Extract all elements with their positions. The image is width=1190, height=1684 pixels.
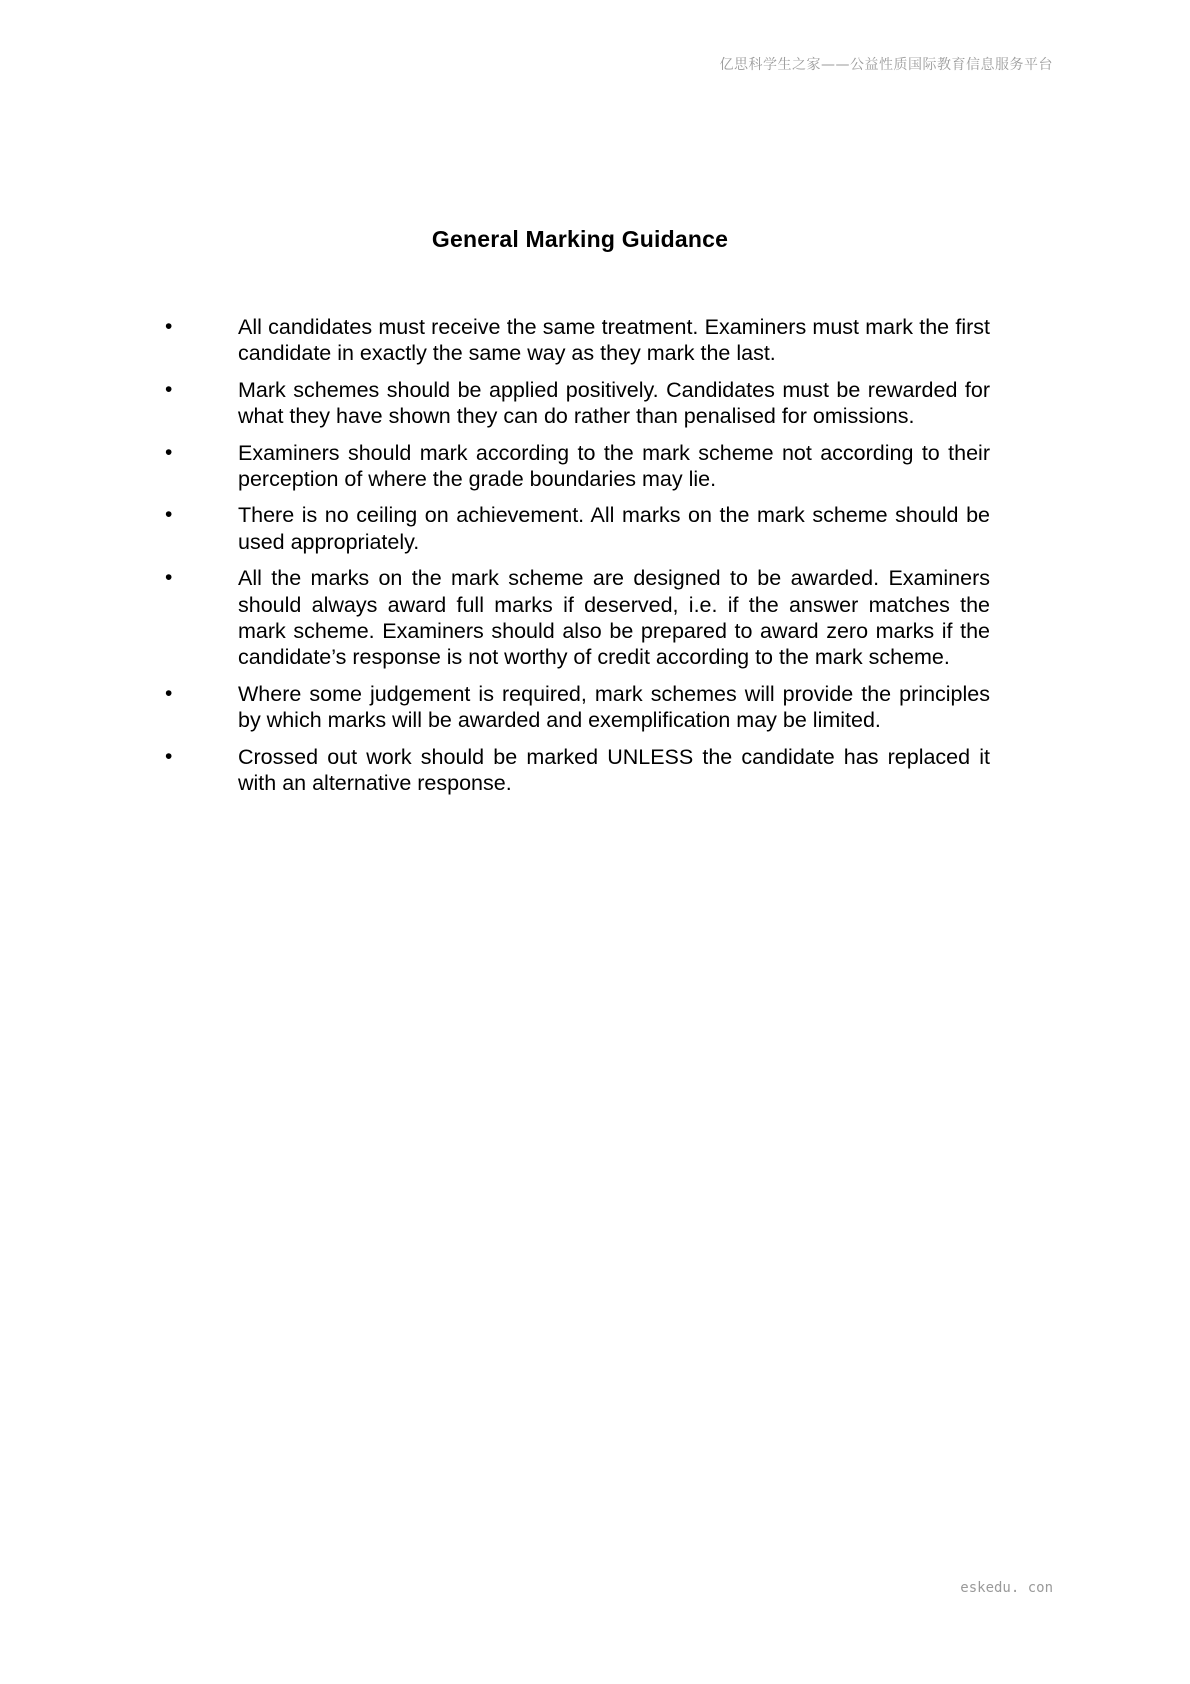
bullet-icon: • [165,440,173,464]
list-item [165,744,990,797]
guidance-list [165,314,990,807]
header-watermark: 亿思科学生之家——公益性质国际教育信息服务平台 [719,57,1053,73]
bullet-icon: • [165,681,173,705]
bullet-icon: • [165,744,173,768]
list-item [165,681,990,734]
list-item [165,377,990,430]
list-item [165,314,990,367]
list-item [165,502,990,555]
list-item-text: There is no ceiling on achievement. All marks on the mark scheme should be used appropriately. [238,503,990,554]
list-item-text: Mark schemes should be applied positively. Candidates must be rewarded for what they have shown they can do rather than penalised for omissions. [238,377,990,429]
bullet-icon: • [165,377,173,401]
list-item-text: All the marks on the mark scheme are designed to be awarded. Examiners should always award full marks if deserved, i.e. if the answer matches the mark scheme. Examiners should also be prepared to award zero marks if the candidate’s response is not worthy of credit according to the mark scheme. [238,566,990,670]
list-item [165,440,990,493]
list-item-text: All candidates must receive the same treatment. Examiners must mark the first candidate in exactly the same way as they mark the last. [238,315,990,366]
footer-watermark: eskedu. con [960,1580,1053,1596]
bullet-icon: • [165,503,173,527]
bullet-icon: • [165,315,173,338]
page-title: General Marking Guidance [431,226,729,252]
list-item [165,565,990,671]
list-item-text: Crossed out work should be marked UNLESS the candidate has replaced it with an alternative response. [238,744,990,796]
list-item-text: Where some judgement is required, mark schemes will provide the principles by which marks will be awarded and exemplification may be limited. [238,681,990,733]
list-item-text: Examiners should mark according to the mark scheme not according to their perception of where the grade boundaries may lie. [238,440,990,492]
bullet-icon: • [165,566,173,590]
